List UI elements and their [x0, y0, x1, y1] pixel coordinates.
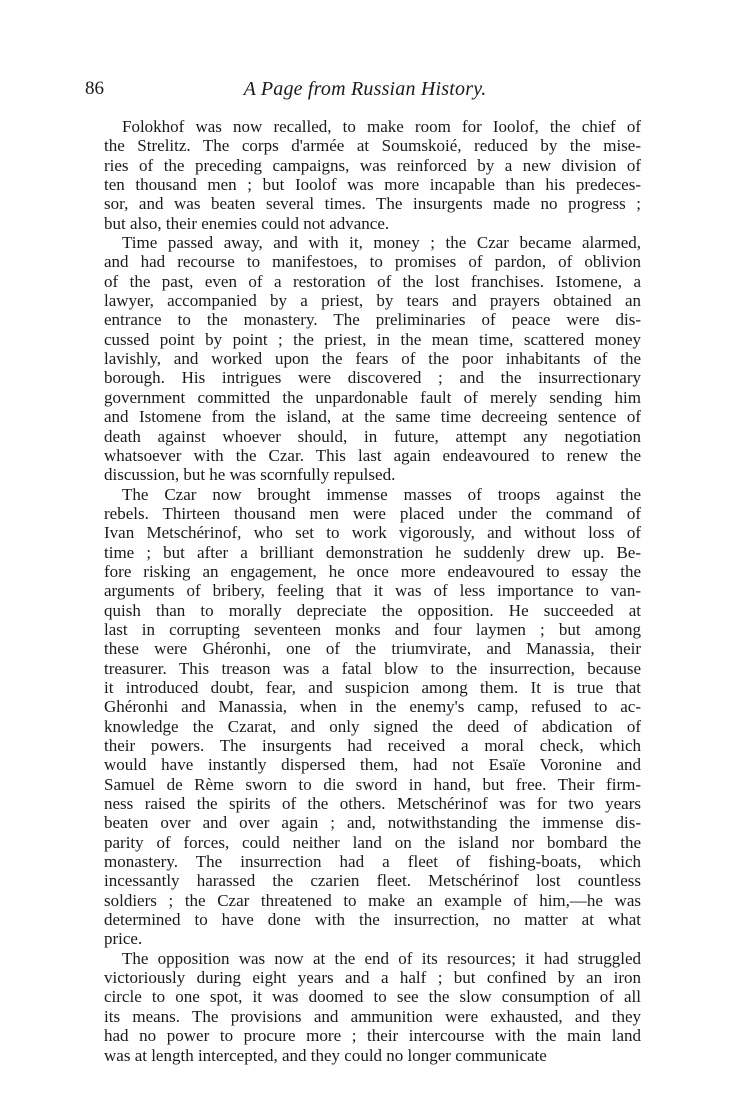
text-line: cussed point by point ; the priest, in the mean time, scattered money [104, 329, 641, 349]
text-line: victoriously during eight years and a half ; but confined by an iron [104, 968, 641, 988]
text-line: discussion, but he was scornfully repulsed. [104, 465, 396, 485]
text-line: ten thousand men ; but Ioolof was more incapable than his predeces- [104, 175, 641, 195]
text-line: rebels. Thirteen thousand men were placed under the command of [104, 503, 641, 523]
text-line: price. [104, 929, 143, 949]
text-line: The opposition was now at the end of its resources; it had struggled [122, 948, 641, 968]
text-line: death against whoever should, in future, attempt any negotiation [104, 426, 641, 446]
text-line: Time passed away, and with it, money ; the Czar became alarmed, [122, 233, 641, 253]
text-line: Samuel de Rème sworn to die sword in hand, but free. Their firm- [104, 774, 641, 794]
text-line: of the past, even of a restoration of the lost franchises. Istomene, a [104, 271, 641, 291]
text-line: last in corrupting seventeen monks and four laymen ; but among [104, 619, 641, 639]
text-line: determined to have done with the insurrection, no matter at what [104, 910, 641, 930]
text-line: soldiers ; the Czar threatened to make an example of him,—he was [104, 890, 641, 910]
paragraph [104, 485, 641, 949]
text-line: but also, their enemies could not advance. [104, 213, 390, 233]
running-title: A Page from Russian History. [243, 78, 487, 100]
text-line: lavishly, and worked upon the fears of the poor inhabitants of the [104, 349, 641, 369]
paragraph [104, 233, 641, 484]
text-line: circle to one spot, it was doomed to see the slow consumption of all [104, 987, 641, 1007]
text-line: knowledge the Czarat, and only signed the deed of abdication of [104, 716, 641, 736]
text-line: government committed the unpardonable fault of merely sending him [104, 387, 641, 407]
page-header [85, 78, 645, 106]
text-line: their powers. The insurgents had received a moral check, which [104, 736, 641, 755]
text-line: entrance to the monastery. The preliminaries of peace were dis- [104, 310, 641, 330]
text-line: these were Ghéronhi, one of the triumvirate, and Manassia, their [104, 639, 641, 659]
text-line: and had recourse to manifestoes, to promises of pardon, of oblivion [104, 252, 641, 272]
text-line: beaten over and over again ; and, notwithstanding the immense dis- [104, 813, 641, 833]
text-line: quish than to morally depreciate the opposition. He succeeded at [104, 600, 641, 620]
text-line: whatsoever with the Czar. This last again endeavoured to renew the [104, 445, 641, 465]
text-line: incessantly harassed the czarien fleet. Metschérinof lost countless [104, 871, 641, 891]
paragraph [104, 949, 641, 1065]
text-line: parity of forces, could neither land on the island nor bombard the [104, 832, 641, 852]
text-line: its means. The provisions and ammunition were exhausted, and they [104, 1006, 641, 1026]
text-line: would have instantly dispersed them, had not Esaïe Voronine and [104, 755, 641, 775]
text-line: The Czar now brought immense masses of troops against the [122, 484, 641, 504]
paragraph [104, 117, 641, 233]
text-line: Ghéronhi and Manassia, when in the enemy's camp, refused to ac- [104, 697, 641, 717]
text-line: Folokhof was now recalled, to make room for Ioolof, the chief of [122, 117, 641, 136]
text-line: treasurer. This treason was a fatal blow to the insurrection, because [104, 658, 641, 678]
text-line: time ; but after a brilliant demonstration he suddenly drew up. Be- [104, 542, 641, 562]
text-line: arguments of bribery, feeling that it was of less importance to van- [104, 581, 641, 601]
text-line: and Istomene from the island, at the same time decreeing sentence of [104, 407, 641, 427]
text-line: Ivan Metschérinof, who set to work vigorously, and without loss of [104, 523, 641, 543]
text-line: ries of the preceding campaigns, was reinforced by a new division of [104, 155, 641, 175]
text-line: the Strelitz. The corps d'armée at Soumskoié, reduced by the mise- [104, 136, 641, 156]
text-line: monastery. The insurrection had a fleet of fishing-boats, which [104, 852, 641, 872]
text-line: had no power to procure more ; their intercourse with the main land [104, 1026, 641, 1046]
text-line: was at length intercepted, and they could no longer communicate [104, 1045, 547, 1065]
text-line: it introduced doubt, fear, and suspicion among them. It is true that [104, 677, 641, 697]
body-text [104, 117, 641, 1065]
text-line: sor, and was beaten several times. The insurgents made no progress ; [104, 194, 641, 214]
text-line: lawyer, accompanied by a priest, by tears and prayers obtained an [104, 291, 641, 311]
text-line: fore risking an engagement, he once more endeavoured to essay the [104, 561, 641, 581]
page-number: 86 [85, 78, 104, 99]
text-line: ness raised the spirits of the others. Metschérinof was for two years [104, 794, 641, 814]
text-line: borough. His intrigues were discovered ; and the insurrectionary [104, 368, 641, 388]
